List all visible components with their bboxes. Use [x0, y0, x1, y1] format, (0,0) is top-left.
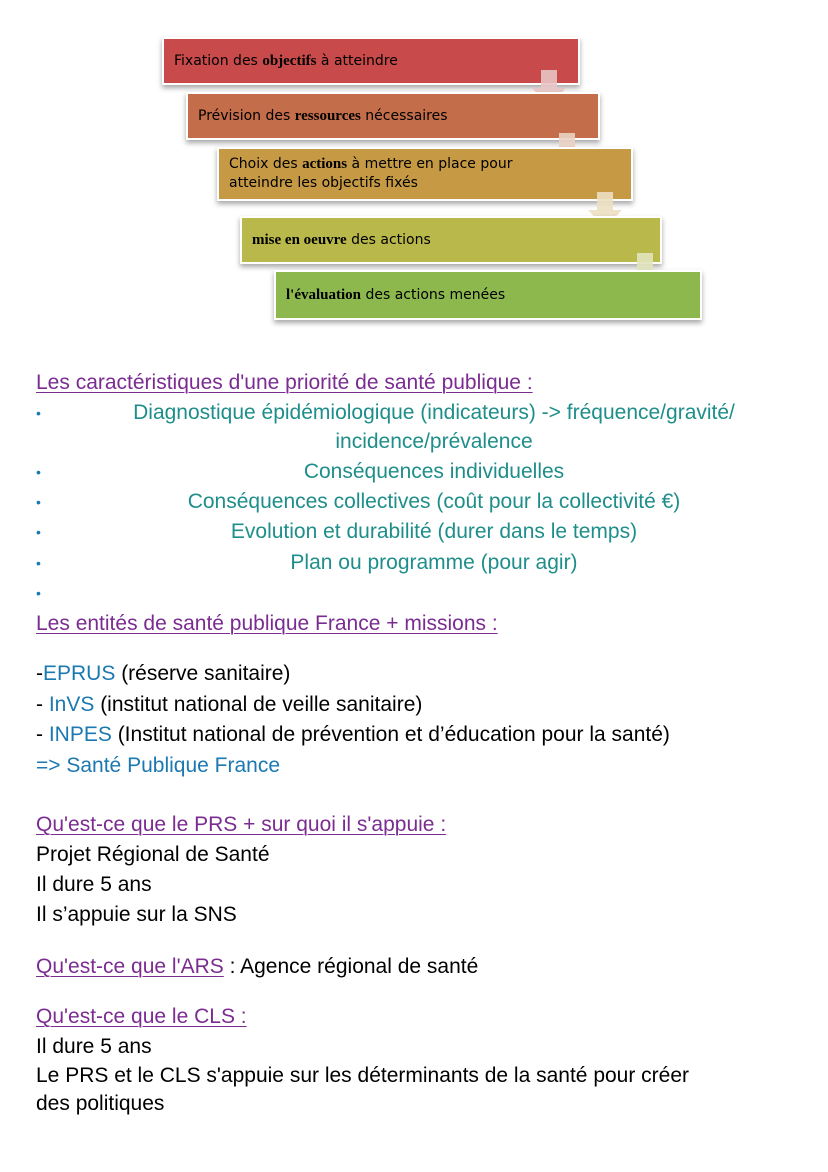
entities-heading: Les entités de santé publique France + missions : — [36, 612, 498, 635]
cls-line: Il dure 5 ans — [36, 1035, 152, 1058]
step-actions: Choix des actions à mettre en place pour atteindre les objectifs fixés — [217, 147, 633, 201]
bullet: • — [36, 555, 41, 571]
prs-heading: Qu'est-ce que le PRS + sur quoi il s'appuie : — [36, 813, 447, 836]
list-item-continuation: incidence/prévalence — [335, 430, 533, 453]
step-resources: Prévision des ressources nécessaires — [186, 92, 600, 140]
entity-item: - InVS (institut national de veille sanitaire) — [36, 693, 423, 716]
prs-line: Il s’appuie sur la SNS — [36, 903, 237, 926]
entity-conclusion: => Santé Publique France — [36, 754, 281, 777]
entity-item: -EPRUS (réserve sanitaire) — [36, 662, 291, 685]
cls-heading: Qu'est-ce que le CLS : — [36, 1005, 247, 1028]
list-item: Conséquences individuelles — [303, 460, 565, 483]
ars-heading: Qu'est-ce que l'ARS — [36, 955, 224, 978]
process-diagram — [0, 0, 828, 340]
step-implementation: mise en oeuvre des actions — [240, 216, 662, 264]
prs-line: Projet Régional de Santé — [36, 843, 270, 866]
bullet: • — [36, 524, 41, 540]
bullet: • — [36, 585, 41, 601]
entity-item: - INPES (Institut national de prévention et d’éducation pour la santé) — [36, 723, 670, 746]
bullet: • — [36, 494, 41, 510]
list-item: Conséquences collectives (coût pour la collectivité €) — [187, 490, 681, 513]
step-objectives: Fixation des objectifs à atteindre — [162, 37, 580, 85]
list-item: Diagnostique épidémiologique (indicateurs) -> fréquence/gravité/ — [133, 401, 735, 424]
prs-line: Il dure 5 ans — [36, 873, 152, 896]
step-evaluation: l'évaluation des actions menées — [274, 270, 702, 320]
cls-line: Le PRS et le CLS s'appuie sur les déterminants de la santé pour créer — [36, 1064, 690, 1087]
characteristics-heading: Les caractéristiques d'une priorité de santé publique : — [36, 371, 533, 394]
ars-answer: : Agence régional de santé — [223, 955, 479, 978]
list-item: Plan ou programme (pour agir) — [290, 551, 578, 574]
list-item: Evolution et durabilité (durer dans le temps) — [230, 520, 638, 543]
bullet: • — [36, 464, 41, 480]
bullet: • — [36, 405, 41, 421]
cls-line: des politiques — [36, 1092, 165, 1115]
ars-line — [36, 954, 478, 980]
